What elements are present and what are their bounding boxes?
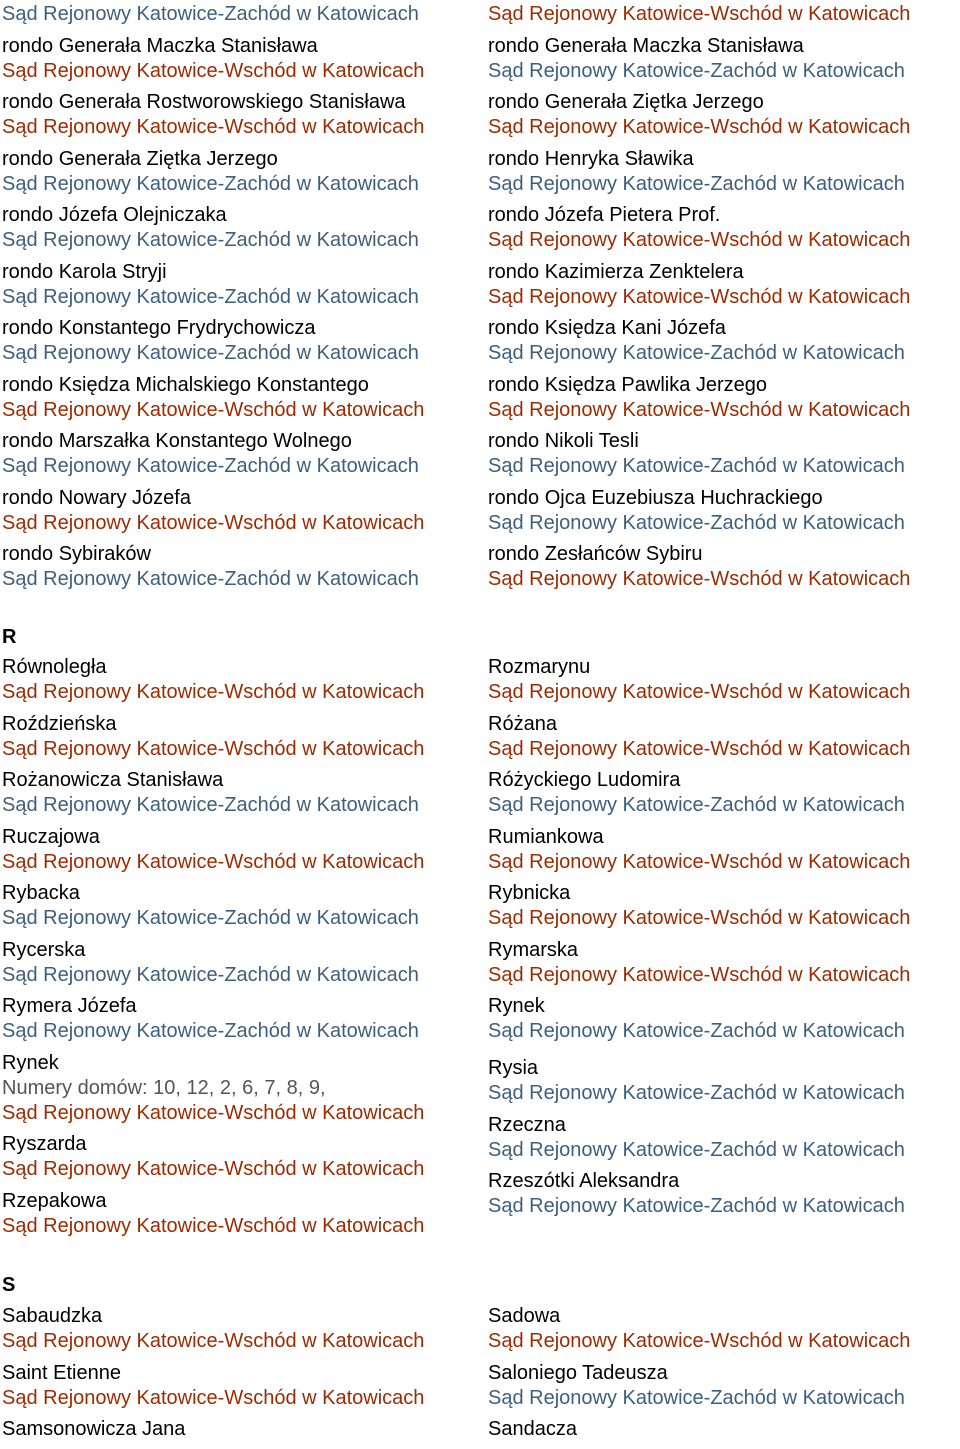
list-item: [2, 825, 480, 875]
court-name: Sąd Rejonowy Katowice-Zachód w Katowicach: [2, 1020, 419, 1042]
street-name: Rzeszótki Aleksandra: [488, 1170, 680, 1192]
list-item: [488, 655, 960, 705]
column-right: [488, 655, 960, 1226]
court-name: Sąd Rejonowy Katowice-Zachód w Katowicach: [2, 285, 419, 308]
list-item: [488, 34, 960, 84]
court-name: Sąd Rejonowy Katowice-Wschód w Katowicach: [2, 850, 425, 873]
street-name: Rożanowicza Stanisława: [2, 769, 224, 791]
list-item: [2, 203, 480, 253]
court-name: Sąd Rejonowy Katowice-Zachód w Katowicach: [2, 907, 419, 929]
court-name: Sąd Rejonowy Katowice-Zachód w Katowicach: [488, 1138, 905, 1161]
court-name: Sąd Rejonowy Katowice-Wschód w Katowicach: [488, 285, 911, 308]
list-item: [488, 1169, 960, 1219]
street-name: rondo Kazimierza Zenktelera: [488, 260, 744, 283]
list-item: [2, 1189, 480, 1239]
list-item: [488, 768, 960, 818]
street-name: rondo Henryka Sławika: [488, 147, 694, 170]
list-item: [488, 203, 960, 253]
list-item: [488, 147, 960, 197]
court-name: Sąd Rejonowy Katowice-Wschód w Katowicach: [488, 3, 911, 25]
court-name: Sąd Rejonowy Katowice-Zachód w Katowicach: [2, 963, 419, 986]
street-name: Sadowa: [488, 1305, 561, 1327]
list-item: [488, 2, 960, 27]
list-item: [2, 316, 480, 366]
court-name: Sąd Rejonowy Katowice-Zachód w Katowicach: [488, 1082, 905, 1104]
court-name: Sąd Rejonowy Katowice-Wschód w Katowicach: [488, 963, 911, 986]
street-name: Rymarska: [488, 938, 579, 961]
street-name: rondo Nikoli Tesli: [488, 430, 639, 452]
street-name: Rycerska: [2, 938, 86, 961]
list-item: [488, 1056, 960, 1106]
list-item: [2, 486, 480, 536]
court-name: Sąd Rejonowy Katowice-Wschód w Katowicach: [2, 1101, 425, 1124]
street-name: Rzepakowa: [2, 1189, 107, 1212]
list-item: [2, 260, 480, 310]
list-item: [488, 712, 960, 762]
list-item: [2, 938, 480, 988]
list-item: [2, 373, 480, 423]
court-name: Sąd Rejonowy Katowice-Wschód w Katowicach: [2, 1158, 425, 1180]
court-name: Sąd Rejonowy Katowice-Wschód w Katowicach: [488, 737, 911, 760]
court-name: Sąd Rejonowy Katowice-Zachód w Katowicach: [2, 229, 419, 251]
list-item: [488, 373, 960, 423]
court-name: Sąd Rejonowy Katowice-Wschód w Katowicach: [488, 116, 911, 138]
list-item: [2, 1304, 480, 1354]
street-name: rondo Józefa Olejniczaka: [2, 204, 227, 226]
court-name: Sąd Rejonowy Katowice-Wschód w Katowicach: [2, 398, 425, 421]
column-left: [2, 2, 480, 599]
court-name: Sąd Rejonowy Katowice-Zachód w Katowicach: [2, 568, 419, 590]
list-item: [488, 429, 960, 479]
street-name: rondo Konstantego Frydrychowicza: [2, 317, 316, 339]
street-name: Rysia: [488, 1057, 539, 1079]
street-name: Rumiankowa: [488, 825, 604, 848]
list-item: [488, 994, 960, 1044]
list-item: [2, 34, 480, 84]
court-name: Sąd Rejonowy Katowice-Wschód w Katowicach: [2, 737, 425, 760]
list-item: [488, 1361, 960, 1411]
street-name: Saloniego Tadeusza: [488, 1361, 668, 1384]
court-name: Sąd Rejonowy Katowice-Wschód w Katowicach: [488, 568, 911, 590]
street-name: Ruczajowa: [2, 825, 100, 848]
list-item: [2, 712, 480, 762]
section-letter-s: S: [2, 1274, 16, 1296]
list-item: [488, 316, 960, 366]
column-right: [488, 2, 960, 599]
list-item: [488, 542, 960, 592]
list-item: [2, 1132, 480, 1182]
list-item: [488, 938, 960, 988]
list-item: [2, 1361, 480, 1411]
list-item: [488, 825, 960, 875]
street-name: rondo Generała Maczka Stanisława: [2, 34, 318, 57]
court-name: Sąd Rejonowy Katowice-Wschód w Katowicach: [2, 1214, 425, 1237]
list-item: [488, 1417, 960, 1442]
street-name: rondo Karola Stryji: [2, 260, 167, 283]
court-name: Sąd Rejonowy Katowice-Zachód w Katowicach: [2, 172, 419, 195]
list-item: [2, 2, 480, 27]
list-item: [2, 429, 480, 479]
street-name: rondo Generała Rostworowskiego Stanisława: [2, 91, 406, 113]
street-name: rondo Księdza Kani Józefa: [488, 317, 726, 339]
list-item: [488, 90, 960, 140]
street-name: Rymera Józefa: [2, 995, 137, 1017]
court-name: Sąd Rejonowy Katowice-Wschód w Katowicach: [2, 1386, 425, 1409]
list-item: [2, 542, 480, 592]
list-item: [488, 1113, 960, 1163]
list-item: [2, 1417, 480, 1442]
court-name: Sąd Rejonowy Katowice-Zachód w Katowicach: [488, 794, 905, 816]
street-name: Samsonowicza Jana: [2, 1418, 186, 1440]
list-item: [488, 881, 960, 931]
street-name: rondo Zesłańców Sybiru: [488, 543, 703, 565]
street-name: Rynek: [2, 1051, 59, 1074]
column-left: [2, 1304, 480, 1449]
street-name: Roździeńska: [2, 712, 117, 735]
court-name: Sąd Rejonowy Katowice-Zachód w Katowicach: [488, 172, 905, 195]
street-name: Rozmarynu: [488, 656, 591, 678]
court-name: Sąd Rejonowy Katowice-Zachód w Katowicach: [2, 342, 419, 364]
list-item: [2, 881, 480, 931]
house-numbers: Numery domów: 10, 12, 2, 6, 7, 8, 9,: [2, 1076, 326, 1099]
court-name: Sąd Rejonowy Katowice-Wschód w Katowicach: [488, 907, 911, 929]
court-name: Sąd Rejonowy Katowice-Zachód w Katowicach: [488, 511, 905, 534]
section-letter-r: R: [2, 626, 17, 648]
court-name: Sąd Rejonowy Katowice-Wschód w Katowicach: [488, 229, 911, 251]
street-name: rondo Józefa Pietera Prof.: [488, 204, 721, 226]
street-name: Rzeczna: [488, 1113, 566, 1136]
street-name: Równoległa: [2, 656, 107, 678]
court-name: Sąd Rejonowy Katowice-Zachód w Katowicach: [488, 455, 905, 477]
court-name: Sąd Rejonowy Katowice-Wschód w Katowicach: [488, 398, 911, 421]
court-name: Sąd Rejonowy Katowice-Wschód w Katowicach: [488, 681, 911, 703]
court-name: Sąd Rejonowy Katowice-Zachód w Katowicach: [488, 59, 905, 82]
street-name: rondo Generała Ziętka Jerzego: [488, 91, 764, 113]
list-item: [488, 1304, 960, 1354]
list-item: [488, 486, 960, 536]
column-left: [2, 655, 480, 1245]
list-item: [2, 1051, 480, 1126]
court-name: Sąd Rejonowy Katowice-Wschód w Katowicach: [2, 59, 425, 82]
court-name: Sąd Rejonowy Katowice-Zachód w Katowicach: [488, 1386, 905, 1409]
court-name: Sąd Rejonowy Katowice-Wschód w Katowicach: [2, 116, 425, 138]
court-name: Sąd Rejonowy Katowice-Wschód w Katowicach: [2, 681, 425, 703]
street-name: rondo Generała Maczka Stanisława: [488, 34, 804, 57]
court-name: Sąd Rejonowy Katowice-Zachód w Katowicach: [2, 455, 419, 477]
list-item: [2, 994, 480, 1044]
court-name: Sąd Rejonowy Katowice-Zachód w Katowicach: [488, 1195, 905, 1217]
street-name: rondo Księdza Michalskiego Konstantego: [2, 373, 369, 396]
court-name: Sąd Rejonowy Katowice-Zachód w Katowicach: [488, 342, 905, 364]
street-name: Saint Etienne: [2, 1361, 121, 1384]
street-name: rondo Marszałka Konstantego Wolnego: [2, 430, 352, 452]
street-name: rondo Generała Ziętka Jerzego: [2, 147, 278, 170]
court-name: Sąd Rejonowy Katowice-Wschód w Katowicach: [2, 511, 425, 534]
street-name: Sabaudzka: [2, 1305, 103, 1327]
court-name: Sąd Rejonowy Katowice-Zachód w Katowicach: [2, 794, 419, 816]
street-name: Rybacka: [2, 882, 80, 904]
street-name: Różana: [488, 712, 557, 735]
street-name: Rybnicka: [488, 882, 571, 904]
column-right: [488, 1304, 960, 1449]
street-name: rondo Księdza Pawlika Jerzego: [488, 373, 768, 396]
court-name: Sąd Rejonowy Katowice-Zachód w Katowicach: [2, 3, 419, 25]
court-name: Sąd Rejonowy Katowice-Wschód w Katowicach: [488, 1330, 911, 1352]
court-name: Sąd Rejonowy Katowice-Zachód w Katowicach: [488, 1020, 905, 1042]
court-name: Sąd Rejonowy Katowice-Wschód w Katowicach: [488, 850, 911, 873]
list-item: [488, 260, 960, 310]
street-name: Sandacza: [488, 1418, 577, 1440]
list-item: [2, 768, 480, 818]
street-name: Różyckiego Ludomira: [488, 769, 681, 791]
street-name: Rynek: [488, 995, 545, 1017]
street-name: Ryszarda: [2, 1133, 87, 1155]
court-name: Sąd Rejonowy Katowice-Wschód w Katowicach: [2, 1330, 425, 1352]
street-name: rondo Nowary Józefa: [2, 486, 191, 509]
street-name: rondo Sybiraków: [2, 543, 151, 565]
list-item: [2, 147, 480, 197]
street-name: rondo Ojca Euzebiusza Huchrackiego: [488, 486, 823, 509]
list-item: [2, 90, 480, 140]
list-item: [2, 655, 480, 705]
